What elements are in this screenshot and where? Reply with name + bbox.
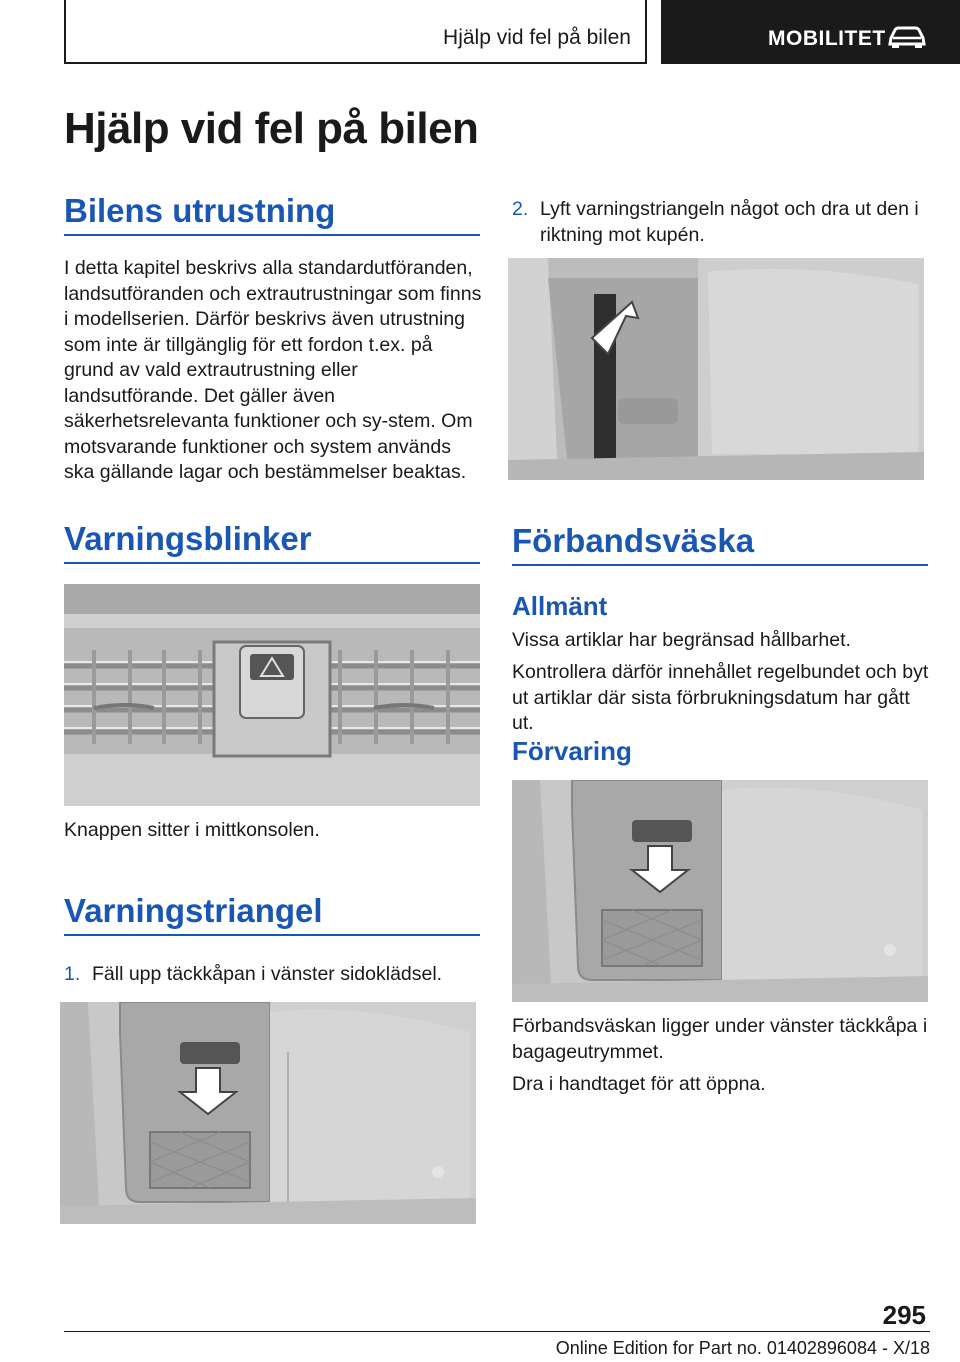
forvaring-para-2: Dra i handtaget för att öppna. — [512, 1073, 766, 1095]
header-tab-label: MOBILITET — [768, 27, 886, 50]
heading-varningsblinker: Varningsblinker — [64, 520, 312, 557]
footer-edition: Online Edition for Part no. 01402896084 - X/18 — [555, 1338, 930, 1358]
heading-rule — [512, 564, 928, 566]
step-2-text: Lyft varningstriangeln något och dra ut den i riktning mot kupén. — [540, 198, 919, 246]
step-1-text: Fäll upp täckkåpan i vänster sidoklädsel. — [92, 963, 443, 985]
cover-panel-photo — [60, 1002, 476, 1224]
heading-forbandsvaska: Förbandsväska — [512, 522, 755, 559]
car-icon — [887, 24, 927, 50]
heading-rule — [64, 934, 480, 936]
heading-varningstriangel: Varningstriangel — [64, 892, 323, 929]
page-number: 295 — [882, 1300, 926, 1330]
heading-rule — [64, 234, 480, 236]
first-aid-kit-photo — [512, 780, 928, 1002]
header-section-title: Hjälp vid fel på bilen — [443, 26, 631, 49]
step-2 — [512, 197, 930, 248]
step-2-number: 2. — [512, 198, 529, 220]
warning-triangle-photo — [508, 258, 924, 480]
bilens-utrustning-text: I detta kapitel beskrivs alla standardutföranden, landsutföranden och extrautrustningar som finns i modellserien. Därför beskrivs även utrustning som inte är tillgänglig för ett fordon t.ex. på grund av vald extrautrustning eller landsutförande. Det gäller även säkerhetsrelevanta funktioner och sy-stem. Om motsvarande funktioner och system används ska gällande lagar och bestämmelser beaktas. — [64, 257, 482, 483]
allmant-para-1: Vissa artiklar har begränsad hållbarhet. — [512, 629, 851, 651]
header-tab-mobilitet[interactable] — [661, 0, 960, 64]
page-title: Hjälp vid fel på bilen — [64, 104, 479, 153]
hazard-switch-photo — [64, 584, 480, 806]
footer-rule — [64, 1331, 930, 1332]
step-1-number: 1. — [64, 963, 81, 985]
allmant-para-2: Kontrollera därför innehållet regelbundet och byt ut artiklar där sista förbrukningsdatum har gått ut. — [512, 661, 929, 734]
heading-forvaring: Förvaring — [512, 736, 632, 766]
heading-bilens-utrustning: Bilens utrustning — [64, 192, 336, 229]
step-1 — [64, 962, 442, 988]
forvaring-para-1: Förbandsväskan ligger under vänster täckkåpa i bagageutrymmet. — [512, 1015, 928, 1063]
heading-rule — [64, 562, 480, 564]
header-section-box — [64, 0, 647, 64]
heading-allmant: Allmänt — [512, 591, 608, 621]
hazard-caption: Knappen sitter i mittkonsolen. — [64, 819, 320, 841]
